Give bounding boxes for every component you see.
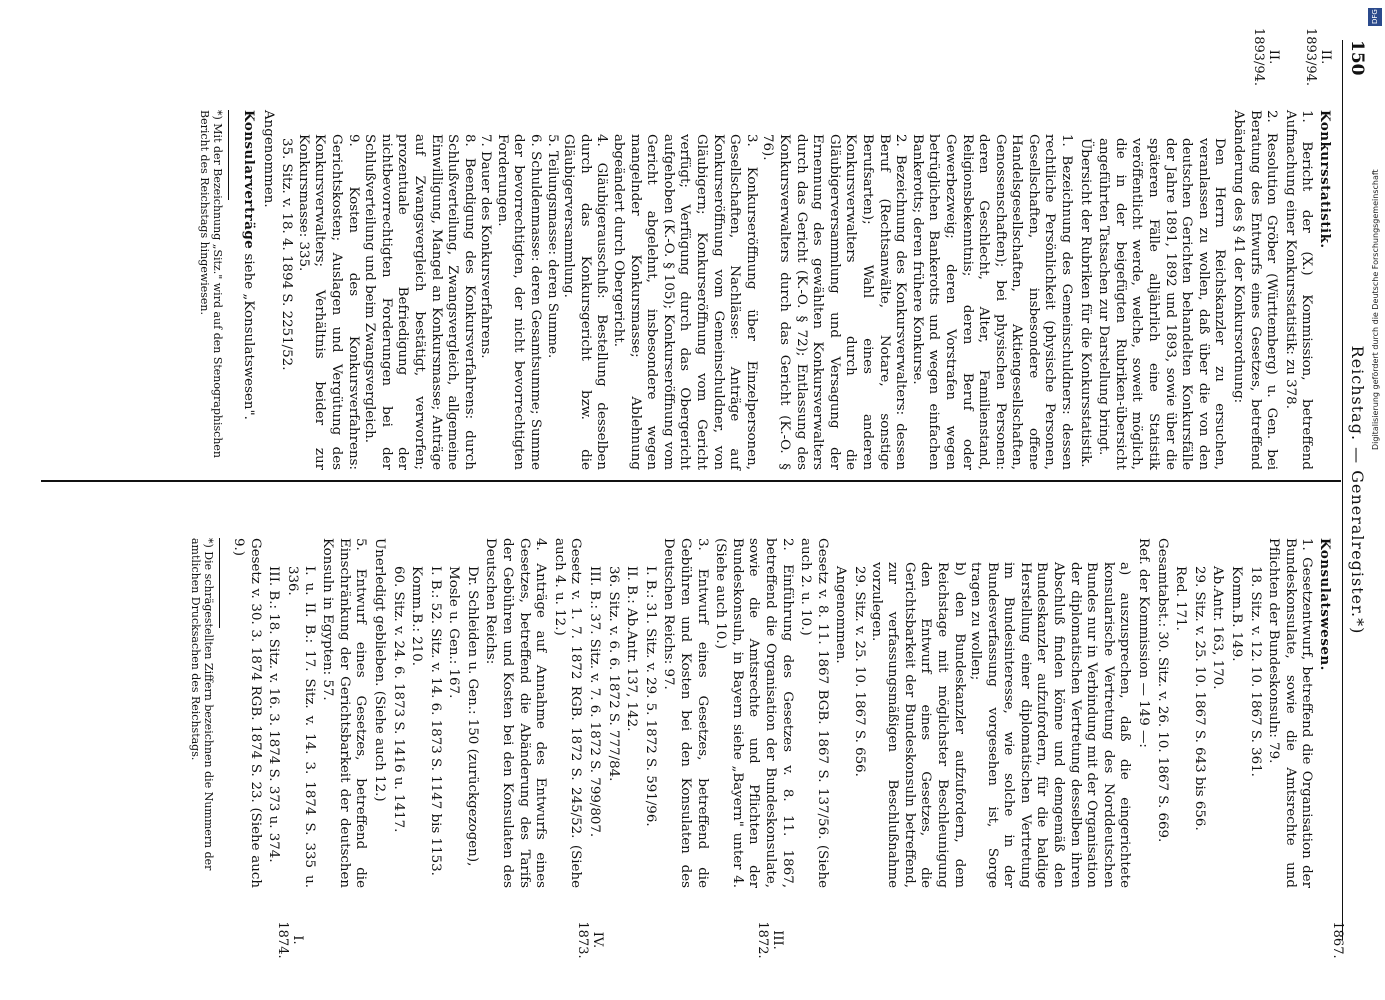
law-reference: Gesetz v. 1. 7. 1872 RGB. 1872 S. 245/52. (Siehe auch 4. u. 12.) <box>551 538 584 888</box>
digitization-credit: Digitalisierung gefördert durch die Deutsche Forschungsgemeinschaft <box>1371 169 1380 450</box>
cross-ref-title: Konsularverträge <box>241 110 257 250</box>
margin-year: 1873. <box>575 921 590 959</box>
margin-note <box>1330 900 1345 980</box>
rubric-item: 7. Dauer des Konkursverfahrens. <box>478 134 494 359</box>
motion-text: b) den Bundeskanzler aufzufordern, dem Reichstage mit möglichster Beschleunigung den Entwurf eines Gesetzes, die Gerichtsbarkeit der Bundeskonsuln betreffend, zur verfassungsmäßigen Beschlußnahme vorzulegen. <box>868 562 967 888</box>
rubric-item: 9. Kosten des Konkursverfahrens: Gerichtskosten; Auslagen und Vergütung des Konkursverwalters; Verhältnis beider zur Konkursmasse: 335. <box>295 134 361 470</box>
margin-note <box>1303 18 1333 96</box>
cross-ref-text: siehe „Konsulatswesen". <box>241 253 256 420</box>
session-reference: 29. Sitz. v. 25. 10. 1867 S. 643 bis 656. <box>1191 566 1207 831</box>
session-reference: III. B.: 37. Sitz. v. 7. 6. 1872 S. 799/807. <box>587 566 603 838</box>
footnote-rule <box>228 110 229 200</box>
session-reference: Ab.Antr. 163, 170. <box>1210 566 1226 690</box>
column-divider <box>41 480 1341 482</box>
motion-text: a) auszusprechen, daß die eingerichtete konsularische Vertretung des Norddeutschen Bundes nur in Verbindung mit der Organisation der diplomatischen Vertretung desselben ihren Abschluß finden könne und demgemäß den Bundeskanzler aufzufordern, für die baldige Herstellung einer diplomatischen Vertretung im Bundesinteresse, wie solche in der Bundesverfassung vorgesehen ist, Sorge tragen zu wollen; <box>968 562 1133 888</box>
margin-year: 1893/94. <box>1303 27 1318 87</box>
result: Unerledigt geblieben. (Siehe auch 12.) <box>371 538 387 802</box>
commission-ref: Ref. der Kommission — 149 —: <box>1136 538 1152 748</box>
session-reference: Red. 171. <box>1173 566 1189 631</box>
session-reference: Komm.B. 149. <box>1229 566 1245 662</box>
rubric-item: 8. Beendigung des Konkursverfahrens: durch Schlußverteilung, Zwangsvergleich, allgemeine Einwilligung, Mangel an Konkursmasse; Anträge auf Zwangsvergleich bestätigt, verworfen; prozentuale Befriedigung der nichtbevorrechtigten Forderungen bei der Schlußverteilung und beim Zwangsvergleich. <box>362 134 477 470</box>
entry: 2. Resolution Gröber (Württemberg) u. Gen. bei Beratung des Entwurfs eines Gesetzes, betreffend Abänderung des § 41 der Konkursordnung: <box>1231 110 1280 470</box>
margin-year: 1867. <box>1330 921 1345 959</box>
margin-session: III. <box>770 930 785 950</box>
section-heading: Konsulatswesen. <box>1317 538 1333 671</box>
rubric-item: 1. Bezeichnung des Gemeinschuldners: dessen rechtliche Persönlichkeit (physische Personen, Gesellschaften, insbesondere offene Handelsgesellschaften, Aktiengesellschaften, Genossenschaften); bei physischen Personen: deren Geschlecht, Alter, Familienstand, Religionsbekenntnis; deren Beruf oder Gewerbezweig; deren Vorstrafen wegen betrüglichen Bankerotts und wegen einfachen Bankerotts; deren frühere Konkurse. <box>909 134 1075 470</box>
resolution-text: Den Herrn Reichskanzler zu ersuchen, veranlassen zu wollen, daß über die von den deutschen Gerichten behandelten Konkursfälle der Jahre 1891, 1892 und 1893, sowie über die späteren Fälle alljährlich eine Statistik veröffentlicht werde, welche, soweit möglich, die in der beigefügten Rubriken-übersicht angeführten Tatsachen zur Darstellung bringt. <box>1096 138 1228 470</box>
margin-year: 1893/94. <box>1251 27 1266 87</box>
session-reference: 35. Sitz. v. 18. 4. 1894 S. 2251/52. <box>279 138 295 371</box>
section-heading: Konkursstatistik. <box>1317 110 1333 249</box>
entry: 1. Bericht der (X.) Kommission, betreffend Aufmachung einer Konkursstatistik: zu 378. <box>1282 110 1315 470</box>
right-column <box>189 538 1333 888</box>
running-title: Reichstag. — Generalregister.*) <box>1348 345 1367 635</box>
footnote: *) Die schrägestellten Ziffern bezeichnen die Nummern der amtlichen Drucksachen des Reichstags. <box>188 538 215 871</box>
rubric-item: 5. Teilungsmasse: deren Summe. <box>544 134 560 359</box>
session-reference: II. B.: Ab.Antr. 137, 142. <box>624 566 640 732</box>
margin-session: II. <box>1318 49 1333 65</box>
rubric-item: 6. Schuldenmasse: deren Gesamtsumme; Summe der bevorrechtigten, der nicht bevorrechtigten Forderungen. <box>494 134 544 470</box>
page-number: 150 <box>1347 40 1367 76</box>
overview-heading: Übersicht der Rubriken für die Konkursstatistik. <box>1077 138 1093 468</box>
entry: 5. Entwurf eines Gesetzes, betreffend die Einschränkung der Gerichtsbarkeit der deutschen Konsuln in Egypten: 57. <box>320 538 369 888</box>
entry: 3. Entwurf eines Gesetzes, betreffend die Gebühren und Kosten bei den Konsulaten des Deutschen Reichs: 97. <box>661 538 710 888</box>
session-reference: III. B.: 18. Sitz. v. 16. 3. 1874 S. 373 u. 374. <box>266 566 282 863</box>
margin-session: I. <box>290 935 305 945</box>
margin-year: 1874. <box>275 921 290 959</box>
margin-note <box>755 900 785 980</box>
left-column <box>198 110 1333 470</box>
margin-session: IV. <box>590 931 605 949</box>
session-reference: I. B.: 52. Sitz. v. 14. 6. 1873 S. 1147 bis 1153. <box>427 566 443 876</box>
rubric-item: 3. Konkurseröffnung über Einzelpersonen, Gesellschaften, Nachlässe: Anträge auf Konkurseröffnung vom Gemeinschuldner, von Gläubigern; Konkurseröffnung vom Gericht verfügt; Verfügung durch das Obergericht aufgehoben (K.-O. § 105); Konkurseröffnung vom Gericht abgelehnt, insbesondere wegen mangelnder Konkursmasse; Ablehnung abgeändert durch Obergericht. <box>611 134 759 470</box>
entry: 4. Anträge auf Annahme des Entwurfs eines Gesetzes, betreffend die Abänderung des Tarifs der Gebühren und Kosten bei den Konsulaten des Deutschen Reichs: <box>483 538 549 888</box>
motion-reference: Mosle u. Gen.: 167. <box>446 566 462 699</box>
session-reference: 18. Sitz. v. 12. 10. 1867 S. 361. <box>1247 566 1263 777</box>
rubric-item: 2. Bezeichnung des Konkursverwalters: dessen Beruf (Rechtsanwälte, Notare, sonstige Berufsarten); Wahl eines anderen Konkursverwalters durch die Gläubigerversammlung und Versagung der Ernennung des gewählten Konkursverwalters durch das Gericht (K.-O. § 72); Entlassung des Konkursverwalters durch das Gericht (K.-O. § 76). <box>760 134 909 470</box>
session-reference: 29. Sitz. v. 25. 10. 1867 S. 656. <box>851 566 867 777</box>
session-reference: 36. Sitz. v. 6. 6. 1872 S. 777/84. <box>605 566 621 782</box>
entry: 2. Einführung des Gesetzes v. 8. 11. 1867, betreffend die Organisation der Bundeskonsulate, sowie die Amtsrechte und Pflichten der Bundeskonsuln, in Bayern siehe „Bayern" unter 4. (Siehe auch 10.) <box>713 538 795 888</box>
session-reference: I. u. II. B.: 17. Sitz. v. 14. 3. 1874 S. 335 u. 336. <box>284 566 317 888</box>
session-reference: Gesamtabst.: 30. Sitz. v. 26. 10. 1867 S. 669. <box>1154 538 1170 843</box>
result: Angenommen. <box>260 110 276 208</box>
motion-reference: Dr. Schleiden u. Gen.: 150 (zurückgezogen), <box>464 566 480 867</box>
result: Angenommen. <box>833 566 849 664</box>
margin-year: 1872. <box>755 921 770 959</box>
margin-note <box>275 900 305 980</box>
entry: 1. Gesetzentwurf, betreffend die Organisation der Bundeskonsulate, sowie die Amtsrechte und Pflichten der Bundeskonsuln: 79. <box>1266 538 1315 888</box>
session-reference: 60. Sitz. v. 24. 6. 1873 S. 1416 u. 1417. <box>390 566 406 833</box>
law-reference: Gesetz v. 8. 11. 1867 BGB. 1867 S. 137/56. (Siehe auch 2. u. 10.) <box>798 538 830 888</box>
margin-note <box>575 900 605 980</box>
margin-session: II. <box>1266 49 1281 65</box>
margin-note <box>1251 18 1281 96</box>
rubric-item: 4. Gläubigerausschuß: Bestellung desselben durch das Konkursgericht bzw. die Gläubigerversammlung. <box>561 134 610 470</box>
session-reference: I. B.: 31. Sitz. v. 29. 5. 1872 S. 591/96. <box>642 566 658 827</box>
session-reference: Komm.B.: 210. <box>409 566 425 667</box>
footnote: *) Mit der Bezeichnung „Sitz." wird auf den Stenographischen Bericht des Reichstags hingewiesen. <box>198 110 225 458</box>
footnote-rule <box>219 538 220 628</box>
dfg-logo: DFG <box>1368 8 1382 26</box>
law-reference: Gesetz v. 30. 3. 1874 RGB. 1874 S. 23. (Siehe auch 9.) <box>231 538 263 888</box>
